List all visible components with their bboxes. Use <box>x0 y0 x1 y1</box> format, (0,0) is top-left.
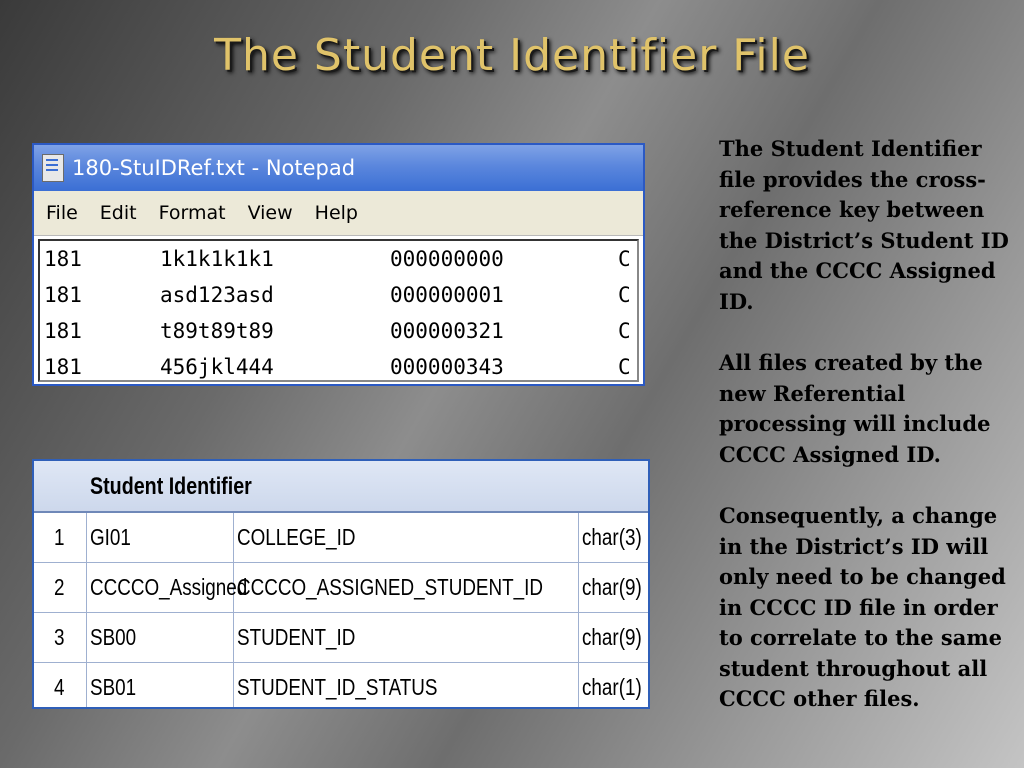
student-id: 1k1k1k1k1 <box>160 247 274 271</box>
notepad-titlebar[interactable] <box>34 145 643 191</box>
notepad-menubar <box>34 191 643 236</box>
notepad-icon <box>42 154 64 182</box>
district-code: 181 <box>44 355 82 379</box>
student-id: asd123asd <box>160 283 274 307</box>
row-number: 3 <box>54 624 65 650</box>
notepad-window <box>32 143 645 386</box>
student-id: t89t89t89 <box>160 319 274 343</box>
paragraph-consequently: Consequently, a change in the District’s ID will only need to be changed in CCCC ID file in order to correlate to the same student throughout all CCCC other files. <box>719 503 1006 711</box>
student-id: 456jkl444 <box>160 355 274 379</box>
element-code: GI01 <box>90 524 131 550</box>
menu-help[interactable]: Help <box>314 202 358 224</box>
notepad-line <box>40 241 637 277</box>
student-identifier-table <box>32 459 650 709</box>
menu-file[interactable]: File <box>46 202 78 224</box>
slide-title: The Student Identifier File <box>214 30 810 81</box>
table-row <box>34 513 648 563</box>
menu-view[interactable]: View <box>247 202 293 224</box>
assigned-id: 000000343 <box>390 355 504 379</box>
data-type: char(9) <box>582 624 642 650</box>
assigned-id: 000000321 <box>390 319 504 343</box>
table-row <box>34 563 648 613</box>
description-text <box>719 134 1009 746</box>
status-code: C <box>618 283 631 307</box>
notepad-line <box>40 277 637 313</box>
status-code: C <box>618 247 631 271</box>
data-type: char(9) <box>582 574 642 600</box>
notepad-text-area[interactable] <box>38 239 639 382</box>
assigned-id: 000000000 <box>390 247 504 271</box>
district-code: 181 <box>44 247 82 271</box>
data-type: char(1) <box>582 674 642 700</box>
element-code: CCCCO_Assigned <box>90 574 248 600</box>
table-row <box>34 613 648 663</box>
menu-edit[interactable]: Edit <box>99 202 137 224</box>
menu-format[interactable]: Format <box>158 202 226 224</box>
district-code: 181 <box>44 283 82 307</box>
element-code: SB01 <box>90 674 137 700</box>
notepad-line <box>40 349 637 382</box>
row-number: 1 <box>54 524 65 550</box>
field-name: STUDENT_ID <box>237 624 356 650</box>
row-number: 4 <box>54 674 65 700</box>
notepad-window-title: 180-StuIDRef.txt - Notepad <box>72 156 356 180</box>
row-number: 2 <box>54 574 65 600</box>
field-name: CCCCO_ASSIGNED_STUDENT_ID <box>237 574 544 600</box>
notepad-line <box>40 313 637 349</box>
table-row <box>34 663 648 712</box>
table-header-title: Student Identifier <box>90 473 252 500</box>
table-header <box>34 461 648 513</box>
paragraph-cross-reference: The Student Identifier file provides the cross-reference key between the District’s Student ID and the CCCC Assigned ID. <box>719 136 1009 314</box>
paragraph-referential-processing: All files created by the new Referential processing will include CCCC Assigned ID. <box>719 350 991 467</box>
status-code: C <box>618 319 631 343</box>
field-name: STUDENT_ID_STATUS <box>237 674 438 700</box>
element-code: SB00 <box>90 624 137 650</box>
status-code: C <box>618 355 631 379</box>
assigned-id: 000000001 <box>390 283 504 307</box>
field-name: COLLEGE_ID <box>237 524 356 550</box>
district-code: 181 <box>44 319 82 343</box>
data-type: char(3) <box>582 524 642 550</box>
